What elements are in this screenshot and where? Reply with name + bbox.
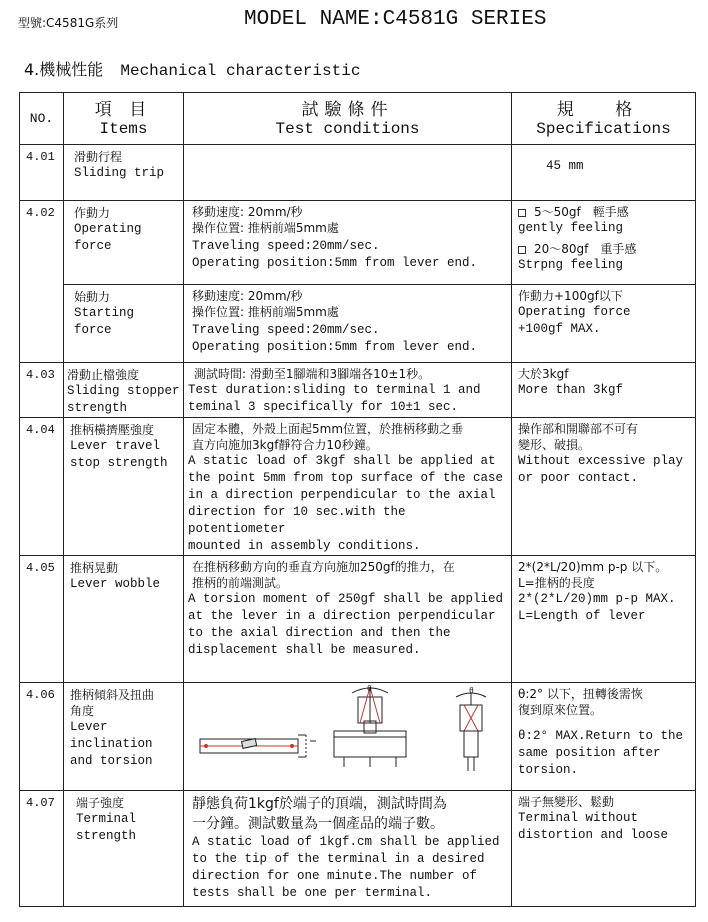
table-row — [20, 791, 696, 907]
row-conditions: 在推柄移動方向的垂直方向施加250gf的推力，在 推柄的前端測試。 A torsion moment of 250gf shall be applied at the lever in a direction perpendicular to the axial direction and then the displacement shall be measured. — [184, 556, 512, 683]
checkbox-icon — [518, 209, 526, 217]
row-conditions: 測試時間: 滑動至1腳端和3腳端各10±1秒。 Test duration:sliding to terminal 1 and teminal 3 specifically for 10±1 sec. — [184, 363, 512, 418]
theta-label-1: θ — [367, 685, 372, 694]
slider-end-view — [456, 693, 486, 771]
checkbox-icon — [518, 246, 526, 254]
theta-label-2: θ — [469, 687, 474, 696]
row-conditions — [184, 145, 512, 201]
row-item: 作動力 Operating force — [64, 201, 184, 285]
page-title — [18, 8, 547, 32]
header-specifications: 規 格 Specifications — [512, 93, 696, 145]
table-row — [20, 201, 696, 285]
row-conditions: 移動速度: 20mm/秒 操作位置: 推柄前端5mm處 Traveling speed:20mm/sec. Operating position:5mm from lever end. — [184, 285, 512, 363]
row-no: 4.03 — [20, 363, 64, 418]
header-items: 項 目 Items — [64, 93, 184, 145]
row-spec: 端子無變形、鬆動 Terminal without distortion and loose — [512, 791, 696, 907]
slider-front-view — [334, 687, 406, 767]
row-item: 始動力 Starting force — [64, 285, 184, 363]
row-spec: 作動力+100gf以下 Operating force +100gf MAX. — [512, 285, 696, 363]
row-item: 推柄傾斜及扭曲 角度 Lever inclination and torsion — [64, 683, 184, 791]
section-en: Mechanical characteristic — [120, 62, 361, 80]
section-heading — [24, 57, 360, 80]
header-no: NO. — [20, 93, 64, 145]
row-spec: 5～50gf 輕手感 gently feeling 20～80gf 重手感 Strpng feeling — [512, 201, 696, 285]
row-no: 4.02 — [20, 201, 64, 363]
row-no: 4.07 — [20, 791, 64, 907]
title-cn: 型號:C4581G系列 — [18, 16, 119, 30]
table-row — [20, 556, 696, 683]
row-conditions: 固定本體，外殼上面起5mm位置，於推柄移動之垂 直方向施加3kgf靜符合力10秒鐘。 A static load of 3kgf shall be applied at the point 5mm from top surface of the case in a direction perpendicular to the axial direction for 10 sec.with the potentiometer mounted in assembly conditions. — [184, 418, 512, 556]
row-no: 4.01 — [20, 145, 64, 201]
row-item: 推柄晃動 Lever wobble — [64, 556, 184, 683]
lever-diagram — [184, 683, 510, 789]
row-item: 推柄橫擠壓強度 Lever travel stop strength — [64, 418, 184, 556]
row-item: 端子強度 Terminal strength — [64, 791, 184, 907]
row-spec: 操作部和開聯部不可有 變形、破損。 Without excessive play or poor contact. — [512, 418, 696, 556]
row-no: 4.04 — [20, 418, 64, 556]
row-no: 4.05 — [20, 556, 64, 683]
row-item: 滑動止檔強度 Sliding stopper strength — [64, 363, 184, 418]
table-row — [20, 285, 696, 363]
row-conditions — [184, 683, 512, 791]
row-spec: θ:2° 以下，扭轉後需恢 復到原來位置。 θ:2° MAX.Return to the same position after torsion. — [512, 683, 696, 791]
table-row — [20, 418, 696, 556]
row-conditions: 靜態負荷1kgf於端子的頂端，測試時間為 一分鐘。測試數量為一個產品的端子數。 A static load of 1kgf.cm shall be applied to the tip of the terminal in a desired direction for one minute.The number of tests shall be one per terminal. — [184, 791, 512, 907]
title-en: MODEL NAME:C4581G SERIES — [244, 8, 547, 31]
row-spec: 大於3kgf More than 3kgf — [512, 363, 696, 418]
section-cn: 4.機械性能 — [24, 60, 104, 79]
row-spec: 2*(2*L/20)mm p-p 以下。 L=推柄的長度 2*(2*L/20)mm p-p MAX. L=Length of lever — [512, 556, 696, 683]
table-row — [20, 363, 696, 418]
row-spec: 45 mm — [512, 145, 696, 201]
header-conditions: 試驗條件 Test conditions — [184, 93, 512, 145]
row-item: 滑動行程 Sliding trip — [64, 145, 184, 201]
table-header-row — [20, 93, 696, 145]
slider-side-view — [200, 735, 316, 757]
table-row — [20, 683, 696, 791]
mechanical-table — [19, 92, 696, 907]
table-row — [20, 145, 696, 201]
row-no: 4.06 — [20, 683, 64, 791]
row-conditions: 移動速度: 20mm/秒 操作位置: 推柄前端5mm處 Traveling speed:20mm/sec. Operating position:5mm from lever end. — [184, 201, 512, 285]
